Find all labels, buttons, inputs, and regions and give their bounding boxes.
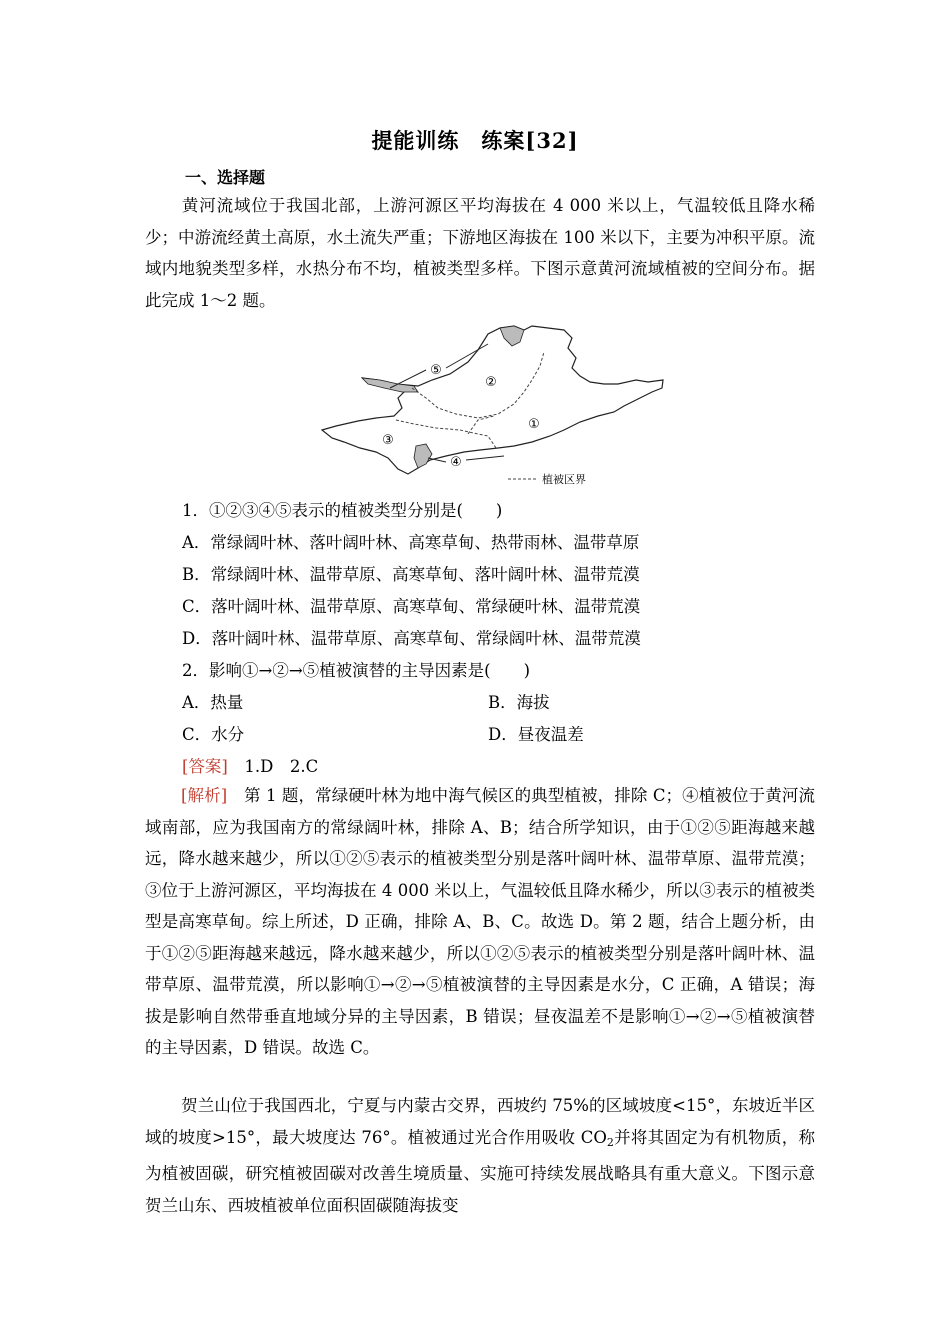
answer-line — [182, 753, 318, 777]
region-label-2: ② — [485, 375, 497, 390]
shaded-region-north — [500, 326, 524, 346]
basin-outline — [322, 326, 663, 474]
question-1-option-c: C．落叶阔叶林、温带草原、高寒草甸、常绿硬叶林、温带荒漠 — [182, 597, 641, 616]
question-2-option-d: D．昼夜温差 — [488, 725, 584, 744]
page-title: 提能训练 练案[32] — [371, 128, 579, 153]
analysis-paragraph — [145, 780, 815, 1064]
region-label-3: ③ — [382, 433, 394, 448]
yellow-river-vegetation-map — [318, 322, 670, 492]
passage-yellow-river — [145, 190, 815, 316]
analysis-tag: [解析] — [181, 786, 228, 805]
question-2-option-a: A．热量 — [182, 693, 244, 712]
region-label-5: ⑤ — [430, 363, 442, 378]
vegetation-boundary — [396, 420, 496, 448]
question-1-stem: 1．①②③④⑤表示的植被类型分别是( ) — [182, 501, 503, 520]
passage2-text-before: 贺兰山位于我国西北，宁夏与内蒙古交界，西坡约 75%的区域坡度<15°，东坡近半区域的坡度>15°，最大坡度达 76°。植被通过光合作用吸收 CO — [145, 1096, 815, 1147]
question-1-option-b: B．常绿阔叶林、温带草原、高寒草甸、落叶阔叶林、温带荒漠 — [182, 565, 640, 584]
question-2-stem: 2．影响①→②→⑤植被演替的主导因素是( ) — [182, 661, 531, 680]
passage-helan-mountain — [145, 1090, 815, 1221]
question-1-option-d: D．落叶阔叶林、温带草原、高寒草甸、常绿阔叶林、温带荒漠 — [182, 629, 641, 648]
question-2-option-c: C．水分 — [182, 725, 245, 744]
passage2-subscript: 2 — [606, 1135, 614, 1149]
passage-text: 黄河流域位于我国北部，上游河源区平均海拔在 4 000 米以上，气温较低且降水稀少；中游流经黄土高原，水土流失严重；下游地区海拔在 100 米以下，主要为冲积平原。流域内地貌类型多样，水热分布不均，植被类型多样。下图示意黄河流域植被的空间分布。据此完成 1～2 题。 — [145, 196, 815, 310]
question-1-option-a: A．常绿阔叶林、落叶阔叶林、高寒草甸、热带雨林、温带草原 — [182, 533, 640, 552]
region-label-4: ④ — [450, 455, 462, 470]
region-label-1: ① — [528, 417, 540, 432]
passage2-text-after: 并将其固定为有机物质，称为植被固碳，研究植被固碳对改善生境质量、实施可持续发展战略具有重大意义。下图示意贺兰山东、西坡植被单位面积固碳随海拔变 — [145, 1127, 815, 1215]
vegetation-boundary — [412, 352, 544, 418]
answer-text: 1.D 2.C — [244, 757, 319, 776]
vegetation-boundary — [468, 416, 494, 434]
answer-tag: [答案] — [182, 757, 228, 776]
shaded-region-south — [414, 444, 432, 468]
section-heading: 一、选择题 — [185, 168, 266, 187]
analysis-text: 第 1 题，常绿硬叶林为地中海气候区的典型植被，排除 C；④植被位于黄河流域南部，应为我国南方的常绿阔叶林，排除 A、B；结合所学知识，由于①②⑤距海越来越远，降水越来越少，所以①②⑤表示的植被类型分别是落叶阔叶林、温带草原、温带荒漠；③位于上游河源区，平均海拔在 4 000 米以上，气温较低且降水稀少，所以③表示的植被类型是高寒草甸。综上所述，D 正确，排除 A、B、C。故选 D。第 2 题，结合上题分析，由于①②⑤距海越来越远，降水越来越少，所以①②⑤表示的植被类型分别是落叶阔叶林、温带草原、温带荒漠，所以影响①→②→⑤植被演替的主导因素是水分，C 正确，A 错误；海拔是影响自然带垂直地域分异的主导因素，B 错误；昼夜温差不是影响①→②→⑤植被演替的主导因素，D 错误。故选 C。 — [145, 786, 816, 1057]
legend-label: 植被区界 — [542, 473, 586, 486]
question-2-option-b: B．海拔 — [488, 693, 550, 712]
